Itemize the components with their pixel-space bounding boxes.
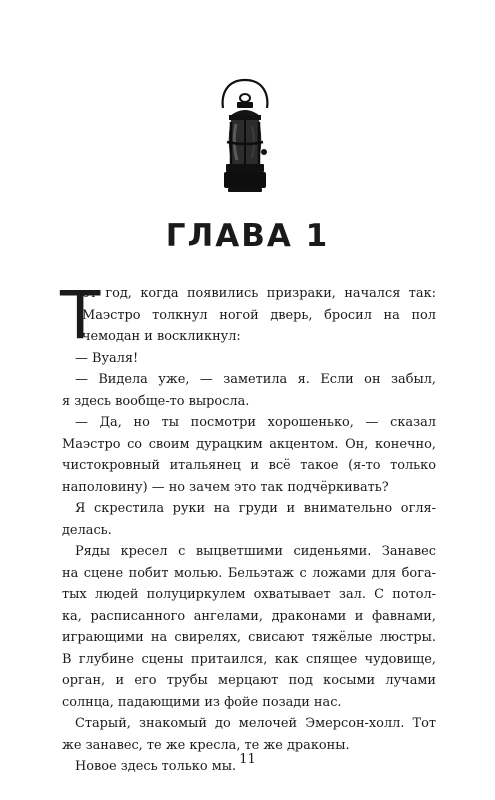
drop-cap: Т xyxy=(60,277,101,354)
body-text xyxy=(60,277,436,778)
text-line: Маэстро толкнул ногой дверь, бросил на пол xyxy=(82,307,436,323)
text-line: — Вуаля! xyxy=(75,350,139,366)
chapter-title: ГЛАВА 1 xyxy=(165,218,330,254)
text-line: — Видела уже, — заметила я. Если он забыл, xyxy=(75,372,436,387)
text-line: же занавес, те же кресла, те же драконы. xyxy=(62,737,350,753)
text-line: я здесь вообще-то выросла. xyxy=(62,393,250,409)
text-line: чистокровный итальянец и всё такое (я-то только xyxy=(62,458,436,473)
text-line: играющими на свирелях, свисают тяжёлые люстры. xyxy=(62,630,436,645)
text-line: от год, когда появились призраки, начался так: xyxy=(82,286,436,301)
text-line: ка, расписанного ангелами, драконами и фавнами, xyxy=(62,608,436,624)
text-line: Маэстро со своим дурацким акцентом. Он, конечно, xyxy=(62,436,436,452)
text-line: Новое здесь только мы. xyxy=(75,759,237,774)
text-line: орган, и его трубы мерцают под косыми лучами xyxy=(62,673,436,688)
text-line: тых людей полуциркулем охватывает зал. С потол- xyxy=(62,587,436,602)
text-line: В глубине сцены притаился, как спящее чудовище, xyxy=(62,651,436,667)
text-line: — Да, но ты посмотри хорошенько, — сказал xyxy=(75,415,436,430)
text-line: Я скрестила руки на груди и внимательно огля- xyxy=(75,501,436,516)
page-number: 11 xyxy=(239,752,256,767)
text-line: делась. xyxy=(62,522,112,538)
text-line: чемодан и воскликнул: xyxy=(82,329,241,344)
text-line: солнца, падающими из фойе позади нас. xyxy=(62,694,342,710)
text-line: Старый, знакомый до мелочей Эмерсон-холл. Тот xyxy=(75,716,436,731)
lantern-icon xyxy=(212,78,278,196)
text-line: наполовину) — но зачем это так подчёркивать? xyxy=(62,479,389,495)
text-line: Ряды кресел с выцветшими сиденьями. Занавес xyxy=(75,544,436,559)
text-line: на сцене побит молью. Бельэтаж с ложами для бога- xyxy=(62,565,436,581)
